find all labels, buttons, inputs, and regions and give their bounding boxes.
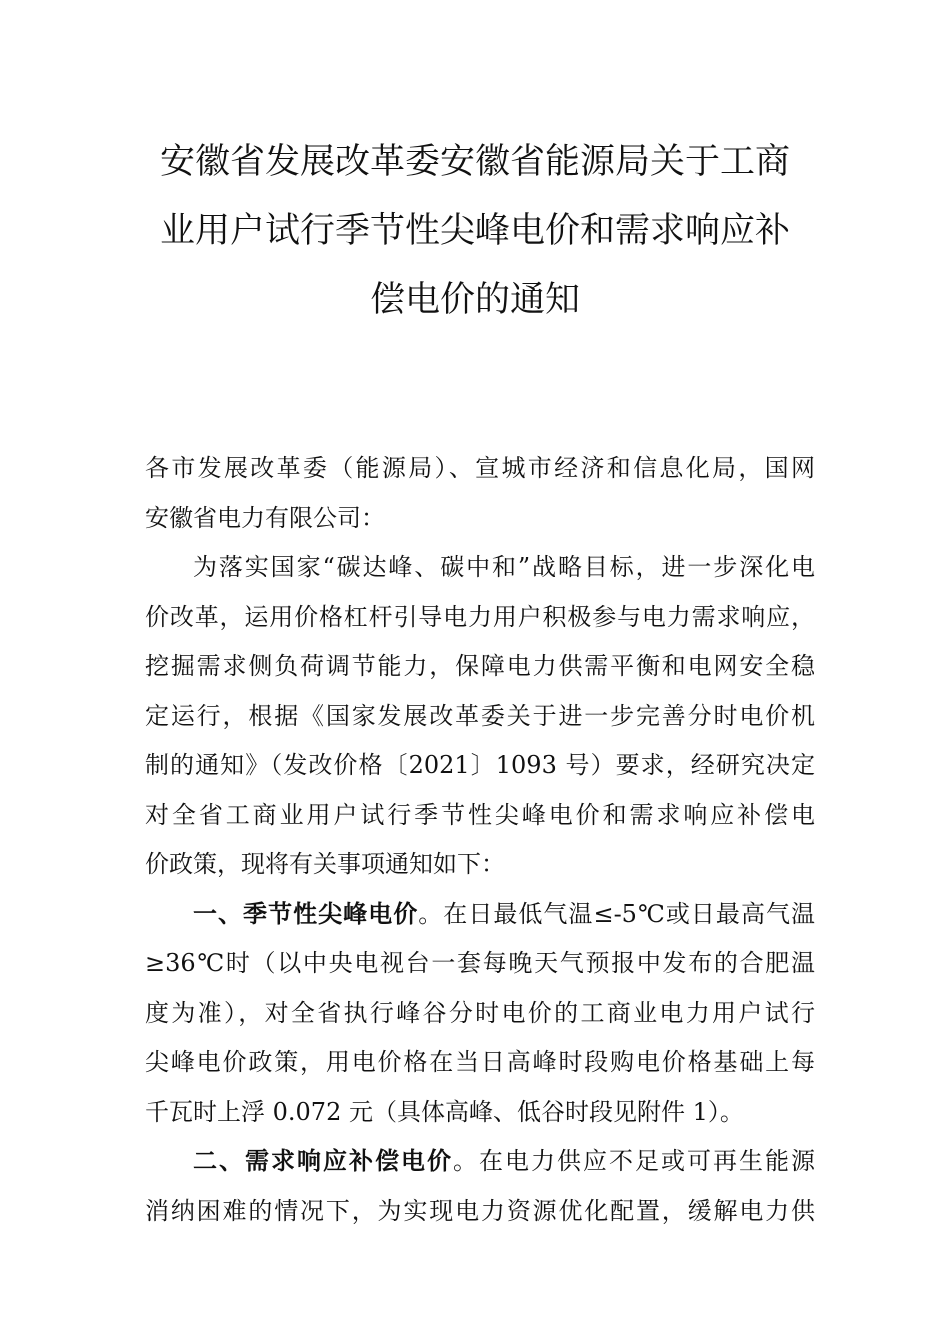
section1-line: ≥36℃时（以中央电视台一套每晚天气预报中发布的合肥温 [145,949,815,977]
intro-line: 制的通知》（发改价格〔2021〕1093 号）要求，经研究决定 [145,751,815,779]
section2-text: 。在电力供应不足或可再生能源 [453,1147,815,1175]
intro-line: 定运行，根据《国家发展改革委关于进一步完善分时电价机 [145,701,815,730]
intro-line: 价改革，运用价格杠杆引导电力用户积极参与电力需求响应， [145,602,815,631]
section2-line: 消纳困难的情况下，为实现电力资源优化配置，缓解电力供 [145,1196,815,1225]
section1-line: 度为准），对全省执行峰谷分时电价的工商业电力用户试行 [145,998,815,1027]
title-line: 安徽省发展改革委安徽省能源局关于工商 [159,142,790,182]
document-body [145,444,815,1236]
intro-line: 为落实国家“碳达峰、碳中和”战略目标，进一步深化电 [193,553,815,581]
section2-first-line [145,1137,815,1187]
document-title [120,128,830,335]
addressee-line: 安徽省电力有限公司： [145,503,385,532]
section2-heading: 二、需求响应补偿电价 [193,1147,453,1175]
title-line: 偿电价的通知 [369,280,580,320]
section1-text: 。在日最低气温≤-5℃或日最高气温 [418,899,816,928]
title-line: 业用户试行季节性尖峰电价和需求响应补 [159,211,790,251]
section1-line: 千瓦时上浮 0.072 元（具体高峰、低谷时段见附件 1）。 [145,1097,744,1126]
section1-first-line [145,890,815,940]
addressee-line: 各市发展改革委（能源局）、宣城市经济和信息化局，国网 [145,454,815,482]
intro-line: 价政策，现将有关事项通知如下： [145,850,505,878]
section1-heading: 一、季节性尖峰电价 [193,899,419,928]
section1-line: 尖峰电价政策，用电价格在当日高峰时段购电价格基础上每 [145,1048,815,1076]
intro-line: 对全省工商业用户试行季节性尖峰电价和需求响应补偿电 [145,800,815,829]
intro-line: 挖掘需求侧负荷调节能力，保障电力供需平衡和电网安全稳 [145,652,815,680]
